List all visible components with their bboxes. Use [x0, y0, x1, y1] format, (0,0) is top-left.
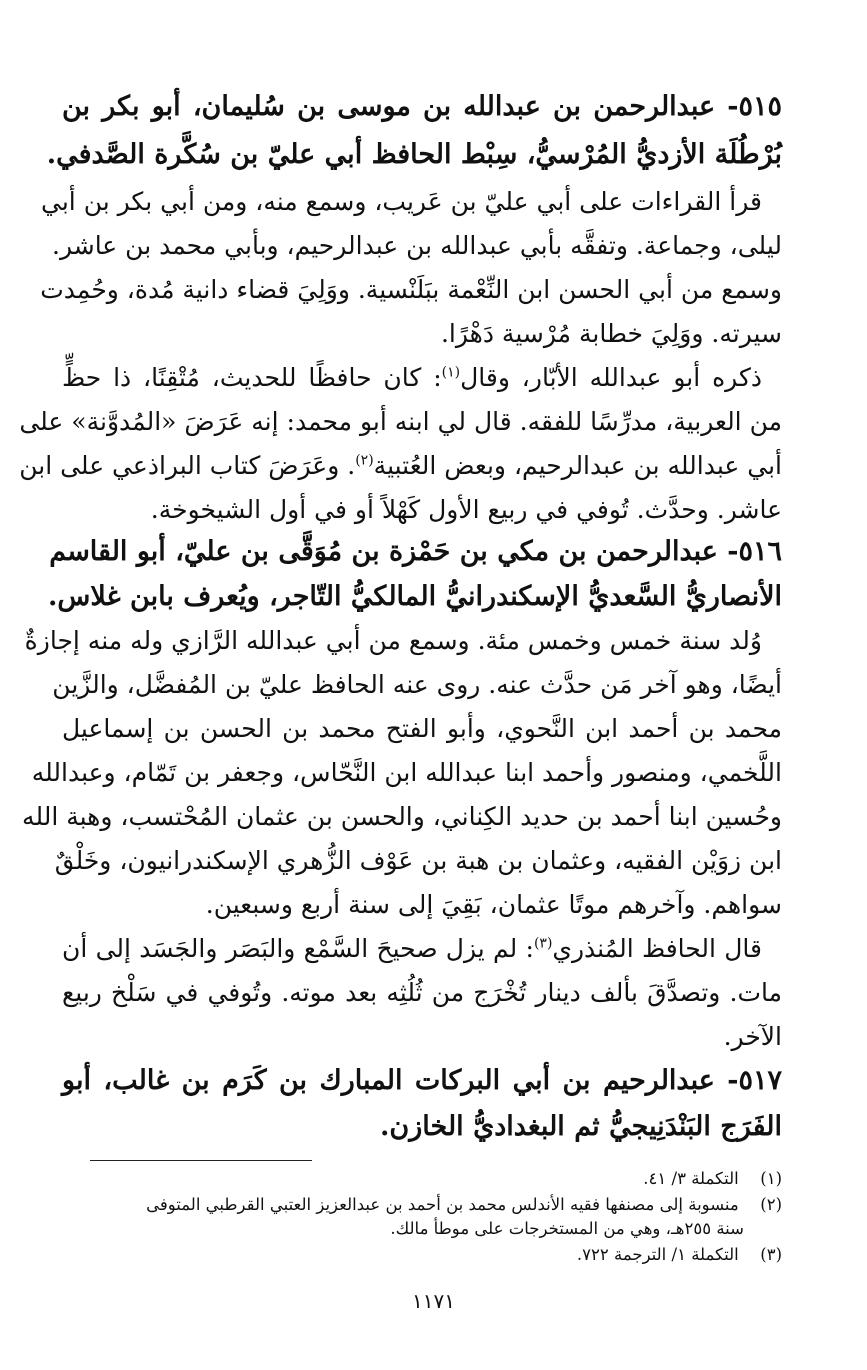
entry-516-p1-line3: محمد بن أحمد ابن النَّحوي، وأبو الفتح محمد بن الحسن بن إسماعيل — [62, 714, 782, 743]
footnote-separator — [90, 1160, 312, 1161]
entry-516-p1-line2: أيضًا، وهو آخر مَن حدَّث عنه. روى عنه الحافظ عليّ بن المُفضَّل، والزَّين — [52, 670, 782, 699]
footnote-ref-2: (٢) — [355, 452, 374, 469]
entry-516-p2-line2: مات. وتصدَّقَ بألف دينار تُخْرَج من ثُلُثِه بعد موته. وتُوفي في سَلْخ ربيع — [62, 978, 782, 1007]
footnote-3 — [62, 1242, 782, 1268]
entry-515-p1-line3: وسمع من أبي الحسن ابن النِّعْمة ببَلَنْسية. ووَلِيَ قضاء دانية مُدة، وحُمِدت — [40, 275, 782, 304]
entry-516-p1-line1: وُلد سنة خمس وخمس مئة. وسمع من أبي عبدالله الرَّازي وله منه إجازةٌ — [24, 626, 762, 655]
page-number: ١١٧١ — [412, 1289, 455, 1313]
footnote-3-number: (٣) — [760, 1245, 782, 1264]
footnote-2 — [62, 1192, 782, 1218]
entry-515-heading-line2: بُرْطُلَة الأزديُّ المُرْسيُّ، سِبْط الحافظ أبي عليّ بن سُكَّرة الصَّدفي. — [46, 139, 782, 170]
entry-515-heading-line1: ٥١٥- عبدالرحمن بن عبدالله بن موسى بن سُليمان، أبو بكر بن — [62, 91, 782, 122]
footnote-ref-1: (١) — [441, 364, 461, 381]
entry-516-p1-line6: ابن زوَيْن الفقيه، وعثمان بن هبة بن عَوْف الزُّهري الإسكندرانيون، وخَلْقٌ — [54, 846, 782, 875]
footnote-1-number: (١) — [760, 1169, 782, 1188]
entry-515-p1-line2: ليلى، وجماعة. وتفقَّه بأبي عبدالله بن عبدالرحيم، وبأبي محمد بن عاشر. — [52, 231, 782, 260]
entry-517-heading-line2: الفَرَج البَنْدَنِيجيُّ ثم البغداديُّ الخازن. — [380, 1111, 782, 1142]
entry-515-p2-line4: عاشر. وحدَّث. تُوفي في ربيع الأول كَهْلاً أو في أول الشيخوخة. — [150, 495, 782, 524]
entry-515-p2-line1-b: : كان حافظًا للحديث، مُتْقِنًا، ذا حظٍّ — [62, 363, 442, 392]
entry-515-p2-line3-b: . وعَرَضَ كتاب البراذعي على ابن — [19, 451, 356, 480]
entry-516-p2-line1-b: : لم يزل صحيحَ السَّمْع والبَصَر والجَسَد إلى أن — [62, 934, 534, 963]
footnote-1-text: التكملة ٣/ ٤١. — [643, 1169, 739, 1188]
entry-516-p2-line1 — [62, 928, 762, 972]
entry-515-p1-line4: سيرته. ووَلِيَ خطابة مُرْسية دَهْرًا. — [440, 319, 782, 348]
entry-515-p1-line1: قرأ القراءات على أبي عليّ بن عَريب، وسمع منه، ومن أبي بكر بن أبي — [41, 187, 762, 216]
entry-515-p2-line3-a: أبي عبدالله بن عبدالرحيم، وبعض العُتبية — [373, 451, 782, 480]
footnote-1 — [62, 1166, 782, 1192]
entry-516-heading-line1: ٥١٦- عبدالرحمن بن مكي بن حَمْزة بن مُوَقَّى بن عليّ، أبو القاسم — [49, 536, 782, 567]
entry-517-heading-line1: ٥١٧- عبدالرحيم بن أبي البركات المبارك بن كَرَم بن غالب، أبو — [62, 1065, 782, 1096]
footnote-2-continued: سنة ٢٥٥هـ، وهي من المستخرجات على موطأ مالك. — [390, 1219, 744, 1238]
entry-516-p1-line5: وحُسين ابنا أحمد بن حديد الكِناني، والحسن بن عثمان المُحْتسب، وهبة الله — [22, 802, 782, 831]
entry-516-heading-line2: الأنصاريُّ السَّعديُّ الإسكندرانيُّ المالكيُّ التّاجر، ويُعرف بابن غلاس. — [48, 581, 782, 612]
footnote-2-text: منسوبة إلى مصنفها فقيه الأندلس محمد بن أحمد بن عبدالعزيز العتبي القرطبي المتوفى — [146, 1195, 739, 1214]
entry-516-p2-line1-a: قال الحافظ المُنذري — [552, 934, 762, 963]
entry-516-p2-line3: الآخر. — [723, 1022, 782, 1051]
entry-515-p2-line1-a: ذكره أبو عبدالله الأبّار، وقال — [460, 363, 762, 392]
footnote-ref-3: (٣) — [533, 935, 553, 952]
entry-515-p2-line3 — [19, 445, 782, 489]
entry-516-p1-line7: سواهم. وآخرهم موتًا عثمان، بَقِيَ إلى سنة أربع وسبعين. — [205, 890, 782, 919]
footnote-2-number: (٢) — [760, 1195, 782, 1214]
footnote-3-text: التكملة ١/ الترجمة ٧٢٢. — [576, 1245, 739, 1264]
entry-515-p2-line1 — [62, 357, 762, 401]
entry-516-p1-line4: اللَّخمي، ومنصور وأحمد ابنا عبدالله ابن النَّحّاس، وجعفر بن تَمّام، وعبدالله — [31, 758, 782, 787]
entry-515-p2-line2: من العربية، مدرِّسًا للفقه. قال لي ابنه أبو محمد: إنه عَرَضَ «المُدوَّنة» على — [19, 407, 782, 436]
